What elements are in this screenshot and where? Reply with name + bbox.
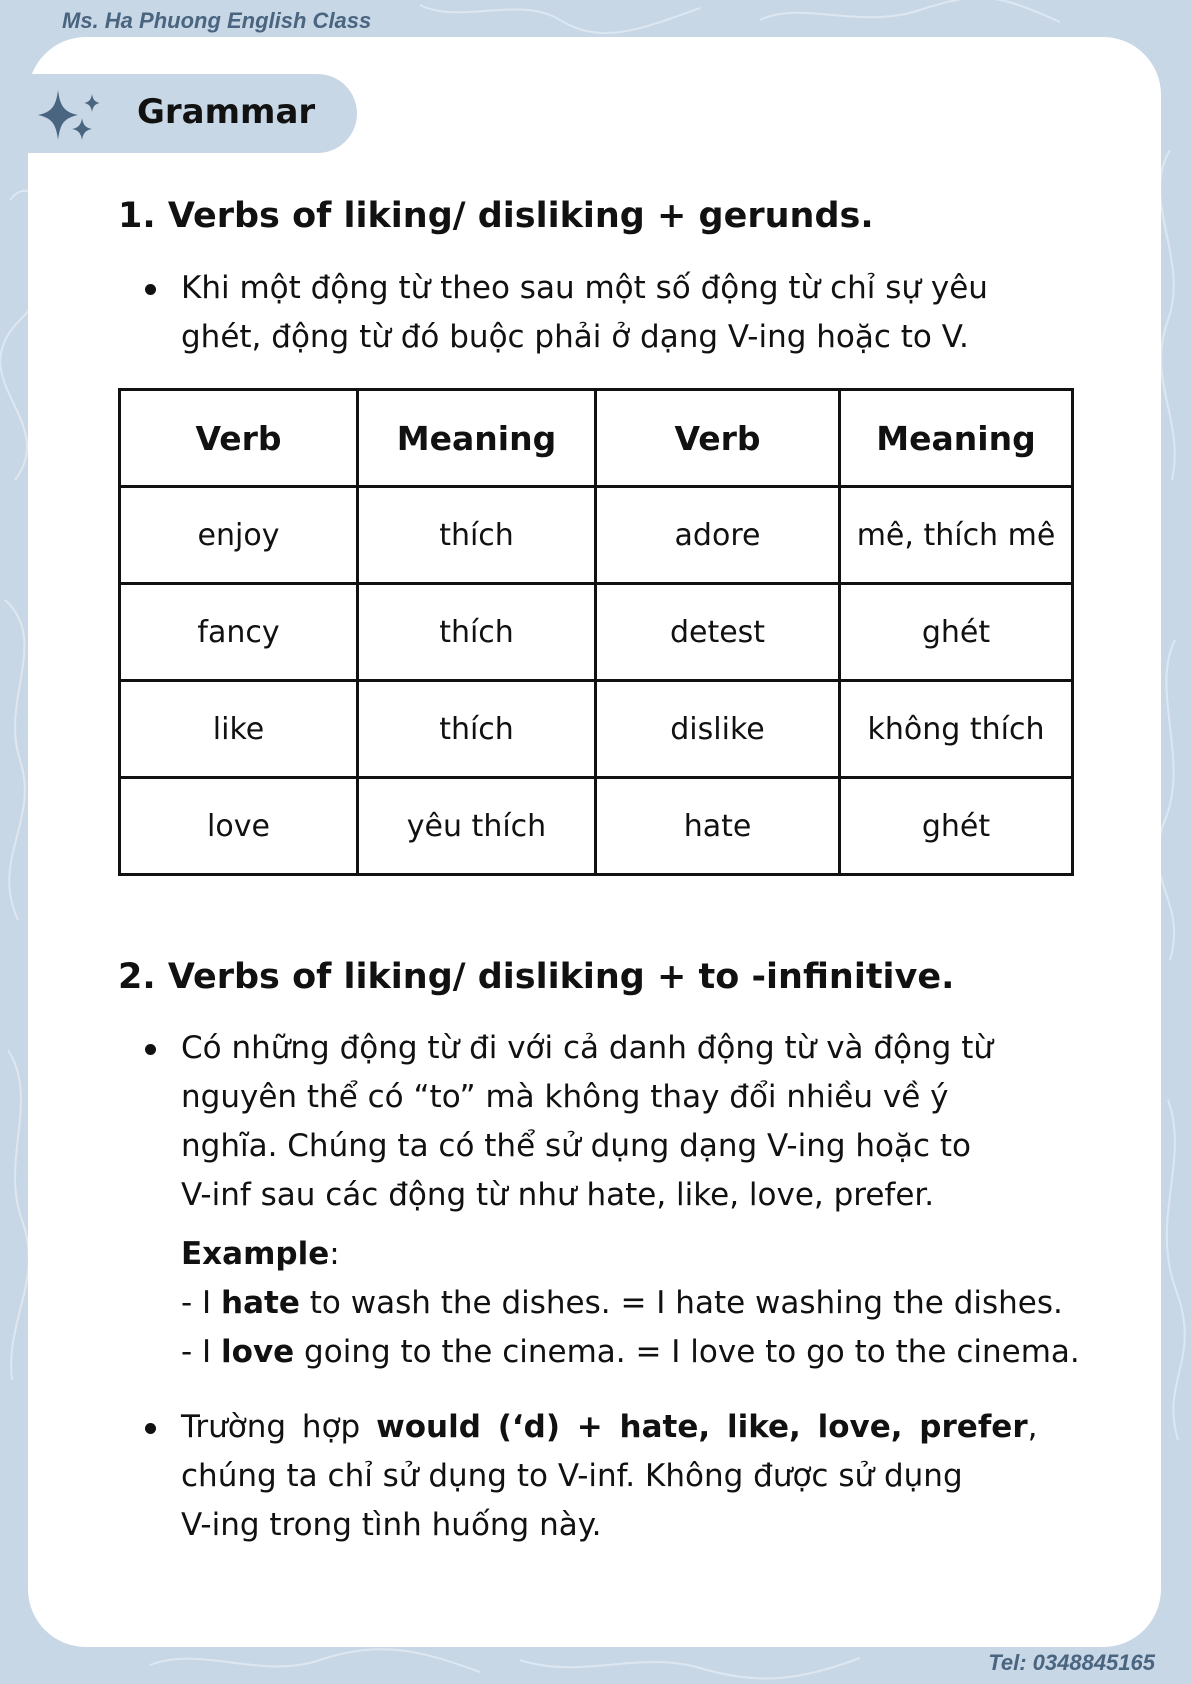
section-1-title: 1. Verbs of liking/ disliking + gerunds. bbox=[118, 196, 874, 236]
example-block bbox=[181, 1230, 1141, 1377]
table-cell: ghét bbox=[840, 584, 1073, 681]
table-cell: yêu thích bbox=[358, 778, 596, 875]
bullet-2-post: , bbox=[1027, 1409, 1038, 1445]
table-cell: ghét bbox=[840, 778, 1073, 875]
section-tag-label: Grammar bbox=[137, 92, 316, 132]
example-2-rest: going to the cinema. = I love to go to the cinema. bbox=[294, 1334, 1080, 1370]
section-1-bullet-line-2: ghét, động từ đó buộc phải ở dạng V-ing hoặc to V. bbox=[181, 319, 969, 355]
table-cell: detest bbox=[596, 584, 840, 681]
bullet-dot bbox=[145, 1044, 156, 1055]
table-cell: mê, thích mê bbox=[840, 487, 1073, 584]
table-row bbox=[120, 487, 1073, 584]
section-1-bullet-line-1: Khi một động từ theo sau một số động từ chỉ sự yêu bbox=[181, 270, 988, 306]
sparkle-icon bbox=[36, 88, 106, 144]
table-cell: like bbox=[120, 681, 358, 778]
section-2-bullet-1-line-1: Có những động từ đi với cả danh động từ và động từ bbox=[181, 1030, 994, 1066]
section-tag bbox=[0, 74, 357, 153]
table-cell: thích bbox=[358, 681, 596, 778]
section-2-bullet-2-line-1 bbox=[181, 1403, 1071, 1452]
section-2-title: 2. Verbs of liking/ disliking + to -infinitive. bbox=[118, 957, 955, 997]
table-cell: không thích bbox=[840, 681, 1073, 778]
example-colon: : bbox=[329, 1236, 340, 1272]
table-header: Verb bbox=[120, 390, 358, 487]
brand-name: Ms. Ha Phuong English Class bbox=[62, 8, 372, 33]
table-cell: hate bbox=[596, 778, 840, 875]
example-label: Example bbox=[181, 1236, 330, 1272]
footer-tel: Tel: 0348845165 bbox=[988, 1650, 1155, 1675]
example-heading bbox=[181, 1230, 1141, 1279]
table-header: Verb bbox=[596, 390, 840, 487]
table-header: Meaning bbox=[840, 390, 1073, 487]
example-1-rest: to wash the dishes. = I hate washing the dishes. bbox=[299, 1285, 1063, 1321]
table-cell: dislike bbox=[596, 681, 840, 778]
example-line-2 bbox=[181, 1328, 1141, 1377]
section-2-bullet-2 bbox=[181, 1403, 1071, 1550]
table-cell: love bbox=[120, 778, 358, 875]
section-2-bullet-1-line-2: nguyên thể có “to” mà không thay đổi nhiều về ý bbox=[181, 1079, 949, 1115]
example-1-bold: hate bbox=[221, 1285, 300, 1321]
bullet-dot bbox=[145, 1423, 156, 1434]
section-1-bullet bbox=[181, 264, 1071, 362]
table-cell: adore bbox=[596, 487, 840, 584]
table-cell: thích bbox=[358, 487, 596, 584]
table-cell: fancy bbox=[120, 584, 358, 681]
table-row bbox=[120, 681, 1073, 778]
table-header: Meaning bbox=[358, 390, 596, 487]
section-2-bullet-1-line-4: V-inf sau các động từ như hate, like, love, prefer. bbox=[181, 1177, 935, 1213]
example-2-bold: love bbox=[221, 1334, 295, 1370]
section-2-bullet-1-line-3: nghĩa. Chúng ta có thể sử dụng dạng V-ing hoặc to bbox=[181, 1128, 972, 1164]
verbs-table bbox=[118, 388, 1074, 876]
bullet-dot bbox=[145, 284, 156, 295]
bullet-2-bold: would (‘d) + hate, like, love, prefer bbox=[376, 1409, 1028, 1445]
bullet-2-pre: Trường hợp bbox=[181, 1409, 377, 1445]
section-2-bullet-2-line-3: V-ing trong tình huống này. bbox=[181, 1507, 602, 1543]
example-1-prefix: - I bbox=[181, 1285, 222, 1321]
table-cell: thích bbox=[358, 584, 596, 681]
table-row bbox=[120, 778, 1073, 875]
section-2-bullet-1 bbox=[181, 1024, 1071, 1220]
table-cell: enjoy bbox=[120, 487, 358, 584]
table-header-row bbox=[120, 390, 1073, 487]
section-2-bullet-2-line-2: chúng ta chỉ sử dụng to V-inf. Không được sử dụng bbox=[181, 1458, 963, 1494]
example-line-1 bbox=[181, 1279, 1141, 1328]
table-row bbox=[120, 584, 1073, 681]
example-2-prefix: - I bbox=[181, 1334, 222, 1370]
